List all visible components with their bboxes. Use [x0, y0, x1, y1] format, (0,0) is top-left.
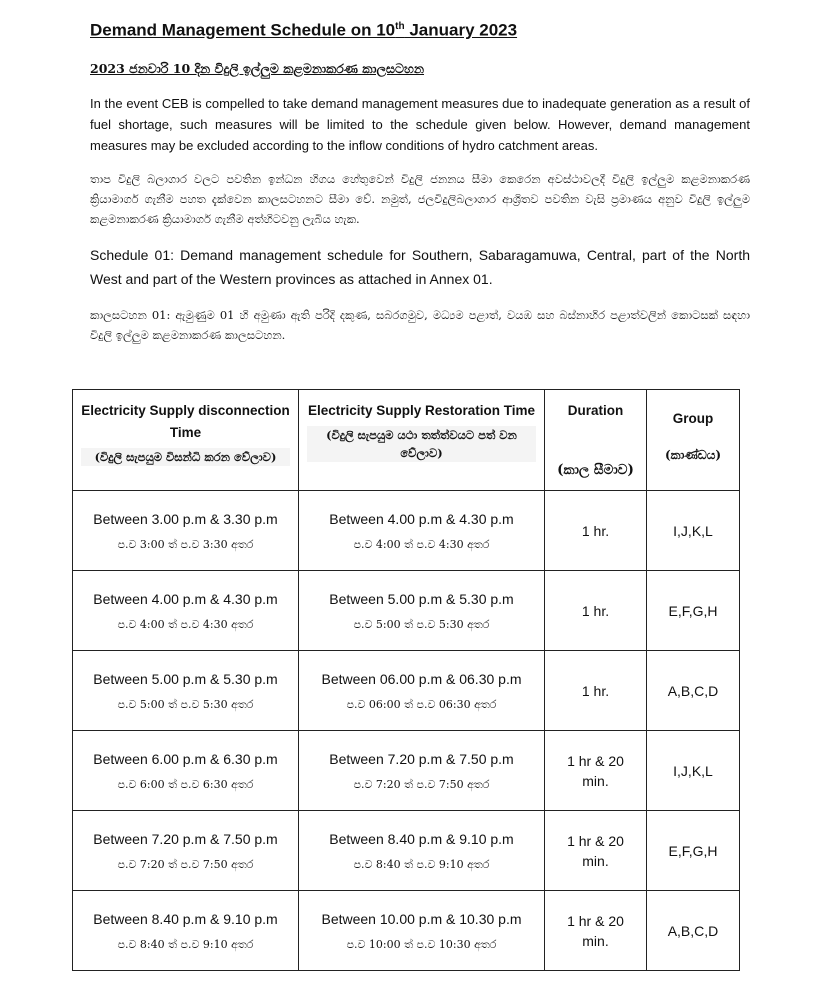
table-header-row — [73, 390, 740, 491]
table-row — [73, 571, 740, 651]
duration-value: 1 hr. — [581, 602, 610, 619]
disconnection-time-si: ප.ව 6:00 ත් ප.ව 6:30 අතර — [117, 777, 254, 791]
cell-duration — [545, 571, 647, 651]
header-restoration-label: Electricity Supply Restoration Time — [307, 403, 536, 418]
restoration-time-en: Between 06.00 p.m & 06.30 p.m — [321, 670, 522, 687]
header-group — [647, 390, 740, 491]
duration-value: 1 hr. — [581, 522, 610, 539]
sinhala-subtitle: 2023 ජනවාරි 10 දින විදුලි ඉල්ලුම කළමනාකරණ කාලසටහන — [90, 60, 425, 76]
intro-paragraph-sinhala: තාප විදුලි බලාගාර වලට පවතින ඉන්ධන හිගය හේතුවෙන් විදුලි ජනනය සීමා කෙරෙන අවස්ථාවලදී විදුලි ඉල්ලුම කළමනාකරණ ක්‍රියාමාර්ග ගැනීම පහත දැක්වෙන කාලසටහනට සීමා වේ. නමුත්, ජලවිදුලිබලාගාර ආශ්‍රිතව පවතින වැසි ප්‍රමාණය අනුව විදුලි ඉල්ලුම කළමනාකරණ ක්‍රියාමාර්ග ගැනීම අත්හිටවනු ලැබිය හැක. — [90, 171, 750, 226]
cell-duration — [545, 651, 647, 731]
cell-restoration — [299, 891, 545, 971]
header-disconnection-time — [73, 390, 299, 491]
cell-disconnection — [73, 891, 299, 971]
duration-value-cont: min. — [582, 932, 609, 949]
restoration-time-si: ප.ව 10:00 ත් ප.ව 10:30 අතර — [346, 937, 497, 951]
cell-group: E,F,G,H — [647, 811, 740, 891]
header-restoration-time — [299, 390, 545, 491]
header-restoration-sinhala: (විදුලි සැපයුම යථා තත්ත්වයට පත් වන වේලාව) — [307, 426, 536, 462]
cell-group: I,J,K,L — [647, 491, 740, 571]
disconnection-time-en: Between 8.40 p.m & 9.10 p.m — [93, 910, 278, 927]
title-superscript: th — [395, 21, 405, 32]
cell-restoration — [299, 731, 545, 811]
title-text: Demand Management Schedule on 10 — [90, 20, 396, 40]
restoration-time-en: Between 4.00 p.m & 4.30 p.m — [329, 510, 514, 527]
table-row — [73, 811, 740, 891]
cell-disconnection — [73, 571, 299, 651]
header-disconnection-sinhala: (විදුලි සැපයුම විසන්ධි කරන වේලාව) — [81, 448, 290, 466]
disconnection-time-en: Between 5.00 p.m & 5.30 p.m — [93, 670, 278, 687]
disconnection-time-en: Between 7.20 p.m & 7.50 p.m — [93, 830, 278, 847]
schedule-description-english: Schedule 01: Demand management schedule for Southern, Sabaragamuwa, Central, part of the North West and part of the Western provinces as attached in Annex 01. — [90, 246, 750, 287]
duration-value: 1 hr & 20 — [567, 832, 624, 849]
restoration-time-en: Between 8.40 p.m & 9.10 p.m — [329, 830, 514, 847]
cell-restoration — [299, 491, 545, 571]
restoration-time-si: ප.ව 7:20 ත් ප.ව 7:50 අතර — [353, 777, 490, 791]
cell-restoration — [299, 811, 545, 891]
disconnection-time-en: Between 6.00 p.m & 6.30 p.m — [93, 750, 278, 767]
cell-restoration — [299, 651, 545, 731]
restoration-time-en: Between 10.00 p.m & 10.30 p.m — [321, 910, 522, 927]
header-duration-label: Duration — [567, 403, 624, 418]
duration-value: 1 hr & 20 — [567, 912, 624, 929]
restoration-time-en: Between 5.00 p.m & 5.30 p.m — [329, 590, 514, 607]
cell-duration — [545, 491, 647, 571]
duration-value-cont: min. — [582, 772, 609, 789]
duration-value-cont: min. — [582, 852, 609, 869]
restoration-time-si: ප.ව 5:00 ත් ප.ව 5:30 අතර — [353, 617, 490, 631]
cell-disconnection — [73, 811, 299, 891]
table-row — [73, 491, 740, 571]
restoration-time-en: Between 7.20 p.m & 7.50 p.m — [329, 750, 514, 767]
intro-paragraph-english: In the event CEB is compelled to take demand management measures due to inadequate generation as a result of fuel shortage, such measures will be limited to the schedule given below. However, demand management measures may be excluded according to the inflow conditions of hydro catchment areas. — [90, 95, 750, 153]
disconnection-time-si: ප.ව 7:20 ත් ප.ව 7:50 අතර — [117, 857, 254, 871]
disconnection-time-si: ප.ව 8:40 ත් ප.ව 9:10 අතර — [117, 937, 254, 951]
table-row — [73, 891, 740, 971]
restoration-time-si: ප.ව 4:00 ත් ප.ව 4:30 අතර — [353, 537, 490, 551]
schedule-table — [72, 389, 740, 971]
page-title — [90, 14, 750, 44]
disconnection-time-si: ප.ව 4:00 ත් ප.ව 4:30 අතර — [117, 617, 254, 631]
duration-value: 1 hr & 20 — [567, 752, 624, 769]
header-duration — [545, 390, 647, 491]
cell-group: A,B,C,D — [647, 891, 740, 971]
cell-group: I,J,K,L — [647, 731, 740, 811]
cell-duration — [545, 811, 647, 891]
title-suffix: January 2023 — [404, 20, 518, 40]
header-group-label: Group — [672, 411, 714, 426]
disconnection-time-en: Between 3.00 p.m & 3.30 p.m — [93, 510, 278, 527]
disconnection-time-si: ප.ව 3:00 ත් ප.ව 3:30 අතර — [117, 537, 254, 551]
cell-duration — [545, 891, 647, 971]
table-row — [73, 651, 740, 731]
header-disconnection-label: Electricity Supply disconnection Time — [81, 403, 290, 440]
table-row — [73, 731, 740, 811]
document-body — [90, 14, 750, 356]
disconnection-time-si: ප.ව 5:00 ත් ප.ව 5:30 අතර — [117, 697, 254, 711]
schedule-description-sinhala: කාලසටහන 01: ඇමුණුම 01 හි අමුණා ඇති පරිදි දකුණ, සබරගමුව, මධ්‍යම පළාත්, වයඹ සහ බස්නාහිර පළාත්වලින් කොටසක් සඳහා විදුලි ඉල්ලුම කළමනාකරණ කාලසටහන. — [90, 307, 750, 342]
restoration-time-si: ප.ව 06:00 ත් ප.ව 06:30 අතර — [346, 697, 497, 711]
header-duration-sinhala: (කාල සීමාව) — [557, 462, 634, 478]
cell-disconnection — [73, 651, 299, 731]
header-group-sinhala: (කාණ්ඩය) — [664, 448, 722, 462]
cell-group: E,F,G,H — [647, 571, 740, 651]
disconnection-time-en: Between 4.00 p.m & 4.30 p.m — [93, 590, 278, 607]
cell-disconnection — [73, 491, 299, 571]
cell-group: A,B,C,D — [647, 651, 740, 731]
cell-restoration — [299, 571, 545, 651]
cell-duration — [545, 731, 647, 811]
cell-disconnection — [73, 731, 299, 811]
restoration-time-si: ප.ව 8:40 ත් ප.ව 9:10 අතර — [353, 857, 490, 871]
duration-value: 1 hr. — [581, 682, 610, 699]
